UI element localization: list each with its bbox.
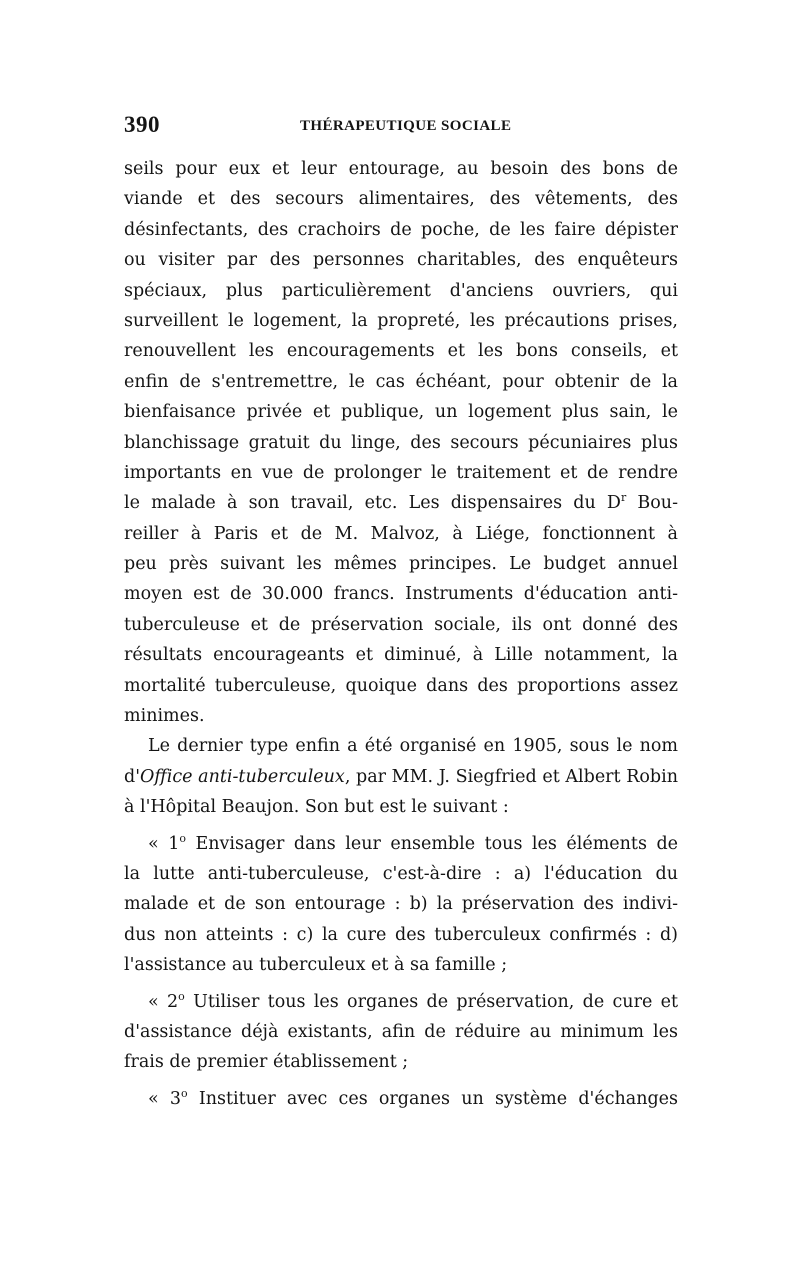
text-line: la lutte anti-tuberculeuse, c'est-à-dire : a) l'éducation du xyxy=(124,863,678,884)
text-line: bienfaisance privée et publique, un logement plus sain, le xyxy=(124,402,678,423)
text-line: Le dernier type enfin a été organisé en 1905, sous le nom xyxy=(148,736,678,757)
text-fragment: « 1 xyxy=(148,833,180,854)
text-line: reiller à Paris et de M. Malvoz, à Liége, fonctionnent à xyxy=(124,523,678,544)
text-line: peu près suivant les mêmes principes. Le budget annuel xyxy=(124,554,678,575)
text-line: blanchissage gratuit du linge, des secours pécuniaires plus xyxy=(124,432,678,453)
text-line: moyen est de 30.000 francs. Instruments d'éducation anti- xyxy=(124,584,678,605)
superscript: o xyxy=(179,831,186,845)
text-line: mortalité tuberculeuse, quoique dans des proportions assez xyxy=(124,675,678,696)
text-line xyxy=(124,1084,678,1114)
text-line: surveillent le logement, la propreté, les précautions prises, xyxy=(124,310,678,331)
quote-item-2 xyxy=(124,987,678,1078)
text-line: minimes. xyxy=(124,706,205,727)
text-line: frais de premier établissement ; xyxy=(124,1052,409,1073)
page-number: 390 xyxy=(124,112,160,137)
text-line: dus non atteints : c) la cure des tuberculeux confirmés : d) xyxy=(124,924,678,945)
superscript: r xyxy=(620,491,627,505)
text-line: l'assistance au tuberculeux et à sa famille ; xyxy=(124,955,508,976)
running-head: THÉRAPEUTIQUE SOCIALE xyxy=(300,118,512,134)
quote-item-1 xyxy=(124,829,678,981)
superscript: o xyxy=(181,1086,188,1100)
text-line: tuberculeuse et de préservation sociale, ils ont donné des xyxy=(124,614,678,635)
text-fragment: , par MM. J. Siegfried et Albert Robin xyxy=(344,766,679,787)
text-line: spéciaux, plus particulièrement d'anciens ouvriers, qui xyxy=(124,280,678,301)
text-line: renouvellent les encouragements et les bons conseils, et xyxy=(124,341,678,362)
body-text xyxy=(124,154,678,1114)
paragraph-office-anti-tuberculeux xyxy=(124,731,678,822)
text-fragment: Envisager dans leur ensemble tous les éléments de xyxy=(185,833,678,854)
text-line: désinfectants, des crachoirs de poche, de les faire dépister xyxy=(124,219,678,240)
text-line: ou visiter par des personnes charitables, des enquêteurs xyxy=(124,250,678,271)
text-fragment: le malade à son travail, etc. Les dispensaires du D xyxy=(124,493,621,514)
text-line: viande et des secours alimentaires, des vêtements, des xyxy=(124,189,678,210)
text-line: malade et de son entourage : b) la préservation des indivi- xyxy=(124,894,678,915)
text-fragment: « 2 xyxy=(148,991,179,1012)
text-fragment: Utiliser tous les organes de préservation, de cure et xyxy=(184,991,679,1012)
text-line: seils pour eux et leur entourage, au besoin des bons de xyxy=(124,159,678,179)
superscript: o xyxy=(178,989,185,1003)
text-line: importants en vue de prolonger le traitement et de rendre xyxy=(124,462,678,483)
text-fragment: d' xyxy=(124,766,141,787)
text-line: d'assistance déjà existants, afin de réduire au minimum les xyxy=(124,1021,678,1042)
text-fragment: Instituer avec ces organes un système d'échanges xyxy=(187,1088,679,1109)
text-line: enfin de s'entremettre, le cas échéant, pour obtenir de la xyxy=(124,371,678,392)
paragraph-continued xyxy=(124,154,678,731)
quote-item-3 xyxy=(124,1084,678,1114)
page-header xyxy=(124,112,678,142)
text-fragment: « 3 xyxy=(148,1088,182,1109)
italic-title: Office anti-tuberculeux xyxy=(140,766,345,787)
text-line xyxy=(124,488,678,518)
text-line: résultats encourageants et diminué, à Lille notamment, la xyxy=(124,645,678,666)
text-line xyxy=(124,987,678,1017)
text-line xyxy=(124,762,678,792)
text-line xyxy=(124,829,678,859)
text-fragment: Bou- xyxy=(626,493,678,514)
text-line: à l'Hôpital Beaujon. Son but est le suivant : xyxy=(124,797,509,818)
